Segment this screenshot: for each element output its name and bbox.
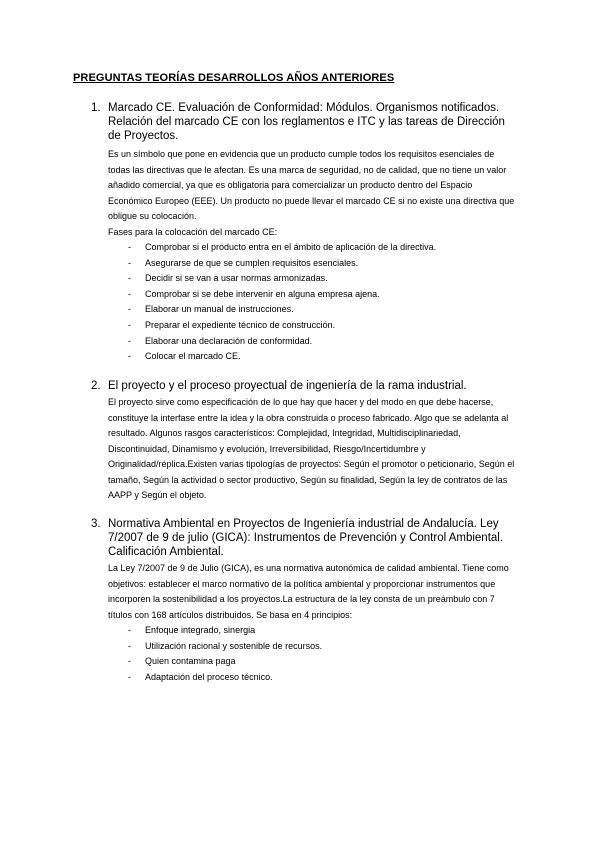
section-body <box>108 395 518 504</box>
section-number: 2. <box>91 380 101 392</box>
list-item: - Comprobar si se debe intervenir en alguna empresa ajena. <box>108 287 600 303</box>
dash-bullet: - <box>128 257 131 268</box>
dash-bullet: - <box>128 288 131 299</box>
list-item: - Colocar el marcado CE. <box>108 349 600 365</box>
document-title: PREGUNTAS TEORÍAS DESARROLLOS AÑOS ANTERIORES <box>73 72 395 84</box>
dash-bullet: - <box>128 335 131 346</box>
section-heading-text: Marcado CE. Evaluación de Conformidad: Módulos. Organismos notificados. Relación del marcado CE con los reglamentos e ITC y las tareas de Dirección de Proyectos. <box>108 102 505 142</box>
list-item: - Elaborar una declaración de conformidad. <box>108 334 600 350</box>
section-body <box>108 147 518 240</box>
dash-bullet: - <box>128 242 131 252</box>
list-item: - Preparar el expediente técnico de construcción. <box>108 318 600 334</box>
dash-bullet: - <box>128 273 131 284</box>
principles-list <box>108 623 600 685</box>
section-paragraph: La Ley 7/2007 de 9 de Julio (GICA), es una normativa autonómica de calidad ambiental. Tiene como objetivos: establecer el marco normativo de la política ambiental y proporcionar instrumentos que incorporen la sostenibilidad a los proyectos.La estructura de la ley consta de un preámbulo con 7 títulos con 168 artículos distribuidos. Se basa en 4 principios: <box>108 563 509 620</box>
list-item: - Elaborar un manual de instrucciones. <box>108 302 600 318</box>
phases-list <box>108 240 600 365</box>
dash-bullet: - <box>128 625 131 635</box>
list-item: - Asegurarse de que se cumplen requisitos esenciales. <box>108 256 600 272</box>
section-number: 3. <box>91 518 101 530</box>
list-item: - Utilización racional y sostenible de recursos. <box>108 639 600 655</box>
dash-bullet: - <box>128 656 131 667</box>
dash-bullet: - <box>128 319 131 330</box>
section-body <box>108 561 518 623</box>
list-intro: Fases para la colocación del marcado CE: <box>108 226 278 237</box>
section-heading-text: El proyecto y el proceso proyectual de ingeniería de la rama industrial. <box>108 380 467 392</box>
list-item: - Adaptación del proceso técnico. <box>108 670 600 686</box>
section-heading <box>91 517 508 559</box>
list-item: - Enfoque integrado, sinergia <box>108 623 600 639</box>
list-item: - Quien contamina paga <box>108 654 600 670</box>
section-paragraph: Es un símbolo que pone en evidencia que un producto cumple todos los requisitos esenciales de todas las directivas que le afectan. Es una marca de seguridad, no de calidad, que no tiene un valor añadido comercial, ya que es obligatoria para comercializar un producto dentro del Espacio Económico Europeo (EEE). Un producto no puede llevar el marcado CE si no existe una directiva que obligue su colocación. <box>108 149 515 221</box>
section-2 <box>0 379 600 504</box>
section-paragraph: El proyecto sirve como especificación de lo que hay que hacer y del modo en que debe hacerse, constituye la interfase entre la idea y la obra construida o proceso fabricado. Algo que se adelanta al resultado. Algunos rasgos característicos: Complejidad, Integridad, Multidisciplinariedad, Discontinuidad, Dinamismo y evolución, Irreversibilidad, Riesgo/Incertidumbre y Originalidad/réplica.Existen varias tipologías de proyectos: Según el promotor o peticionario, Según el tamaño, Según la actividad o sector productivo, Según su finalidad, Según la ley de contratos de las AAPP y Según el objeto. <box>108 397 515 500</box>
dash-bullet: - <box>128 304 131 315</box>
section-number: 1. <box>91 102 101 114</box>
dash-bullet: - <box>128 671 131 682</box>
section-1 <box>0 101 600 365</box>
list-item: - Decidir si se van a usar normas armonizadas. <box>108 271 600 287</box>
dash-bullet: - <box>128 640 131 651</box>
section-heading <box>91 101 508 143</box>
dash-bullet: - <box>128 351 131 362</box>
section-heading-text: Normativa Ambiental en Proyectos de Ingeniería industrial de Andalucía. Ley 7/2007 de 9 de julio (GICA): Instrumentos de Prevención y Control Ambiental. Calificación Ambiental. <box>108 518 504 558</box>
section-heading <box>91 379 508 393</box>
section-3 <box>0 517 600 685</box>
list-item: - Comprobar si el producto entra en el ámbito de aplicación de la directiva. <box>108 240 600 256</box>
